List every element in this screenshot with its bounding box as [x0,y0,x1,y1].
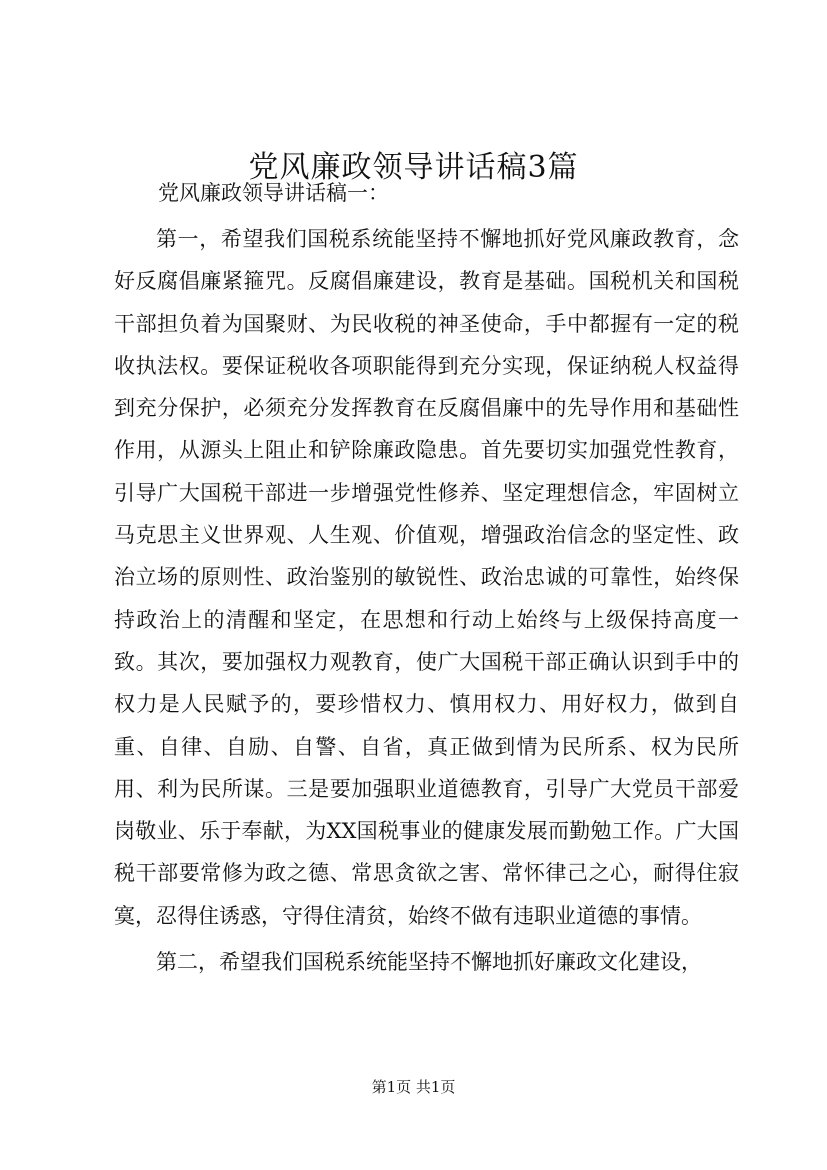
document-title: 党风廉政领导讲话稿3篇 [248,150,579,185]
section-subheading: 党风廉政领导讲话稿一： [158,181,389,205]
document-body [114,218,739,983]
body-paragraph-2: 第二，希望我们国税系统能坚持不懈地抓好廉政文化建设， [156,950,702,975]
body-paragraph-1: 第一，希望我们国税系统能坚持不懈地抓好党风廉政教育，念好反腐倡廉紧箍咒。反腐倡廉建设，教育是基础。国税机关和国税干部担负着为国聚财、为民收税的神圣使命，手中都握有一定的税收执法权。要保证税收各项职能得到充分实现，保证纳税人权益得到充分保护，必须充分发挥教育在反腐倡廉中的先导作用和基础性作用，从源头上阻止和铲除廉政隐患。首先要切实加强党性教育，引导广大国税干部进一步增强党性修养、坚定理想信念，牢固树立马克思主义世界观、人生观、价值观，增强政治信念的坚定性、政治立场的原则性、政治鉴别的敏锐性、政治忠诚的可靠性，始终保持政治上的清醒和坚定，在思想和行动上始终与上级保持高度一致。其次，要加强权力观教育，使广大国税干部正确认识到手中的权力是人民赋予的，要珍惜权力、慎用权力、用好权力，做到自重、自律、自励、自警、自省，真正做到情为民所系、权为民所用、利为民所谋。三是要加强职业道德教育，引导广大党员干部爱岗敬业、乐于奉献，为XX国税事业的健康发展而勤勉工作。广大国税干部要常修为政之德、常思贪欲之害、常怀律己之心，耐得住寂寞，忍得住诱惑，守得住清贫，始终不做有违职业道德的事情。 [114,227,739,928]
page-footer: 第1页 共1页 [371,1078,456,1096]
